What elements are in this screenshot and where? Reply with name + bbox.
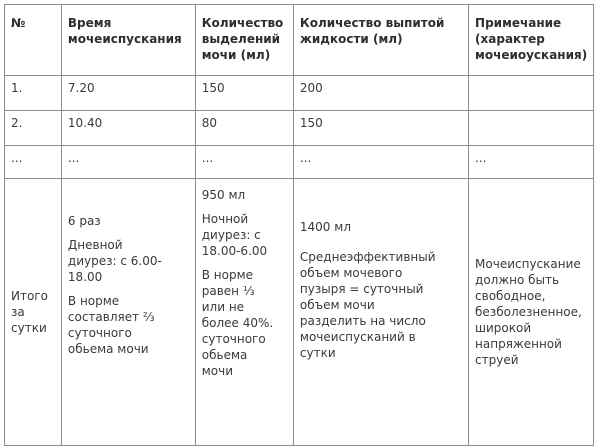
- header-fluid-intake: Количество выпитой жидкости (мл): [293, 5, 468, 76]
- header-urine-volume: Количество выделений мочи (мл): [195, 5, 293, 76]
- table-header-row: [5, 5, 594, 76]
- table-cell: 150: [293, 111, 468, 146]
- total-volume-norm: В норме равен ⅓ или не более 40%. суточного обьема мочи: [201, 268, 274, 378]
- table-row: [5, 146, 594, 179]
- table-cell: 7.20: [61, 76, 195, 111]
- urination-diary-table-frame: [4, 4, 594, 418]
- header-number: №: [5, 5, 62, 76]
- total-label: Итого за сутки: [5, 179, 62, 446]
- total-time-norm: В норме составляет ⅔ суточного обьема мочи: [67, 294, 155, 356]
- total-volume-cell: [195, 179, 293, 446]
- header-time: Время мочеиспускания: [61, 5, 195, 76]
- table-cell: ...: [5, 146, 62, 179]
- total-time-cell: [61, 179, 195, 446]
- table-row: [5, 111, 594, 146]
- table-cell: 10.40: [61, 111, 195, 146]
- total-row: [5, 179, 594, 446]
- total-urine-volume: 950 мл: [201, 188, 246, 202]
- table-cell: ...: [61, 146, 195, 179]
- table-cell: [469, 111, 594, 146]
- table-cell: 150: [195, 76, 293, 111]
- table-cell: ...: [293, 146, 468, 179]
- table-cell: 200: [293, 76, 468, 111]
- table-cell: ...: [195, 146, 293, 179]
- total-fluid-intake: 1400 мл: [299, 220, 351, 234]
- header-remark: Примечание (характер мочеиоускания): [469, 5, 594, 76]
- urination-diary-table: [4, 4, 594, 446]
- table-cell: ...: [469, 146, 594, 179]
- table-row: [5, 76, 594, 111]
- total-bladder-note: Среднеэффективный объем мочевого пузыря = суточный объем мочи разделить на число мочеиспусканий в сутки: [299, 250, 436, 360]
- total-fluid-cell: [293, 179, 468, 446]
- total-night-diuresis: Ночной диурез: с 18.00-6.00: [201, 212, 268, 258]
- total-day-diuresis: Дневной диурез: с 6.00- 18.00: [67, 238, 162, 284]
- table-cell: 1.: [5, 76, 62, 111]
- total-remark: Мочеиспускание должно быть свободное, безболезненное, широкой напряженной струей: [469, 179, 594, 446]
- table-cell: [469, 76, 594, 111]
- table-cell: 2.: [5, 111, 62, 146]
- total-time-count: 6 раз: [67, 214, 101, 228]
- table-cell: 80: [195, 111, 293, 146]
